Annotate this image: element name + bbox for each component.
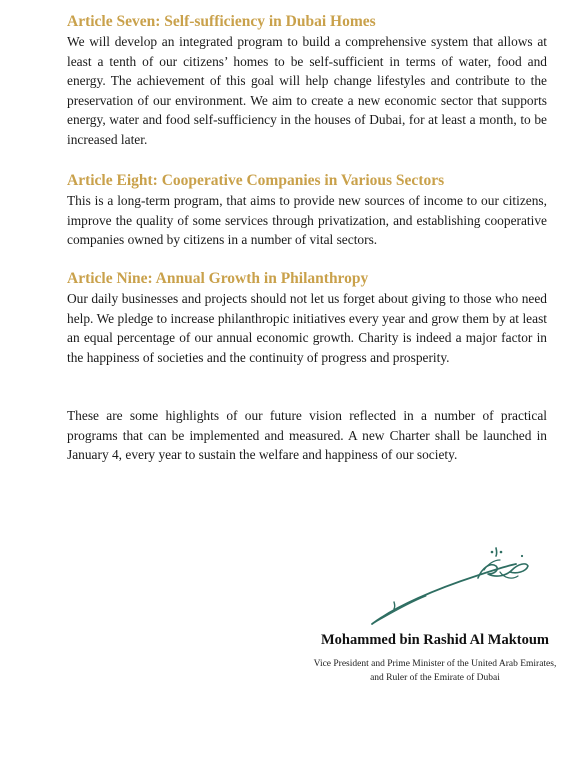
article-eight-body: This is a long-term program, that aims to provide new sources of income to our citizens, improve the quality of some services through privatization, and establishing cooperative companies owned by citizens in a number of vital sectors. — [67, 193, 547, 248]
signer-title-line2: and Ruler of the Emirate of Dubai — [370, 673, 500, 683]
closing-paragraph: These are some highlights of our future vision reflected in a number of practical programs that can be implemented and measured. A new Charter shall be launched in January 4, every year to sustain the welfare and happiness of our society. — [67, 408, 547, 463]
article-seven — [67, 12, 547, 150]
signature-image — [366, 544, 532, 630]
article-seven-body: We will develop an integrated program to build a comprehensive system that allows at least a tenth of our citizens’ homes to be self-sufficient in terms of water, food and energy. The achievement of this goal will help change lifestyles and contribute to the preservation of our environment. We aim to create a new economic sector that supports energy, water and food self-sufficiency in the houses of Dubai, for at least a month, to be increased later. — [67, 34, 547, 147]
article-nine-title: Article Nine: Annual Growth in Philanthropy — [67, 270, 369, 287]
signer-name: Mohammed bin Rashid Al Maktoum — [320, 632, 549, 648]
article-nine — [67, 269, 547, 367]
article-eight — [67, 171, 547, 250]
signer-title-line1: Vice President and Prime Minister of the United Arab Emirates, — [313, 659, 557, 669]
article-nine-body: Our daily businesses and projects should not let us forget about giving to those who need help. We pledge to increase philanthropic initiatives every year and grow them by at least an equal percentage of our annual economic growth. Charity is indeed a major factor in the happiness of societies and the continuity of progress and prosperity. — [67, 291, 547, 365]
article-seven-title: Article Seven: Self-sufficiency in Dubai Homes — [67, 13, 376, 30]
article-eight-title: Article Eight: Cooperative Companies in Various Sectors — [67, 172, 445, 189]
